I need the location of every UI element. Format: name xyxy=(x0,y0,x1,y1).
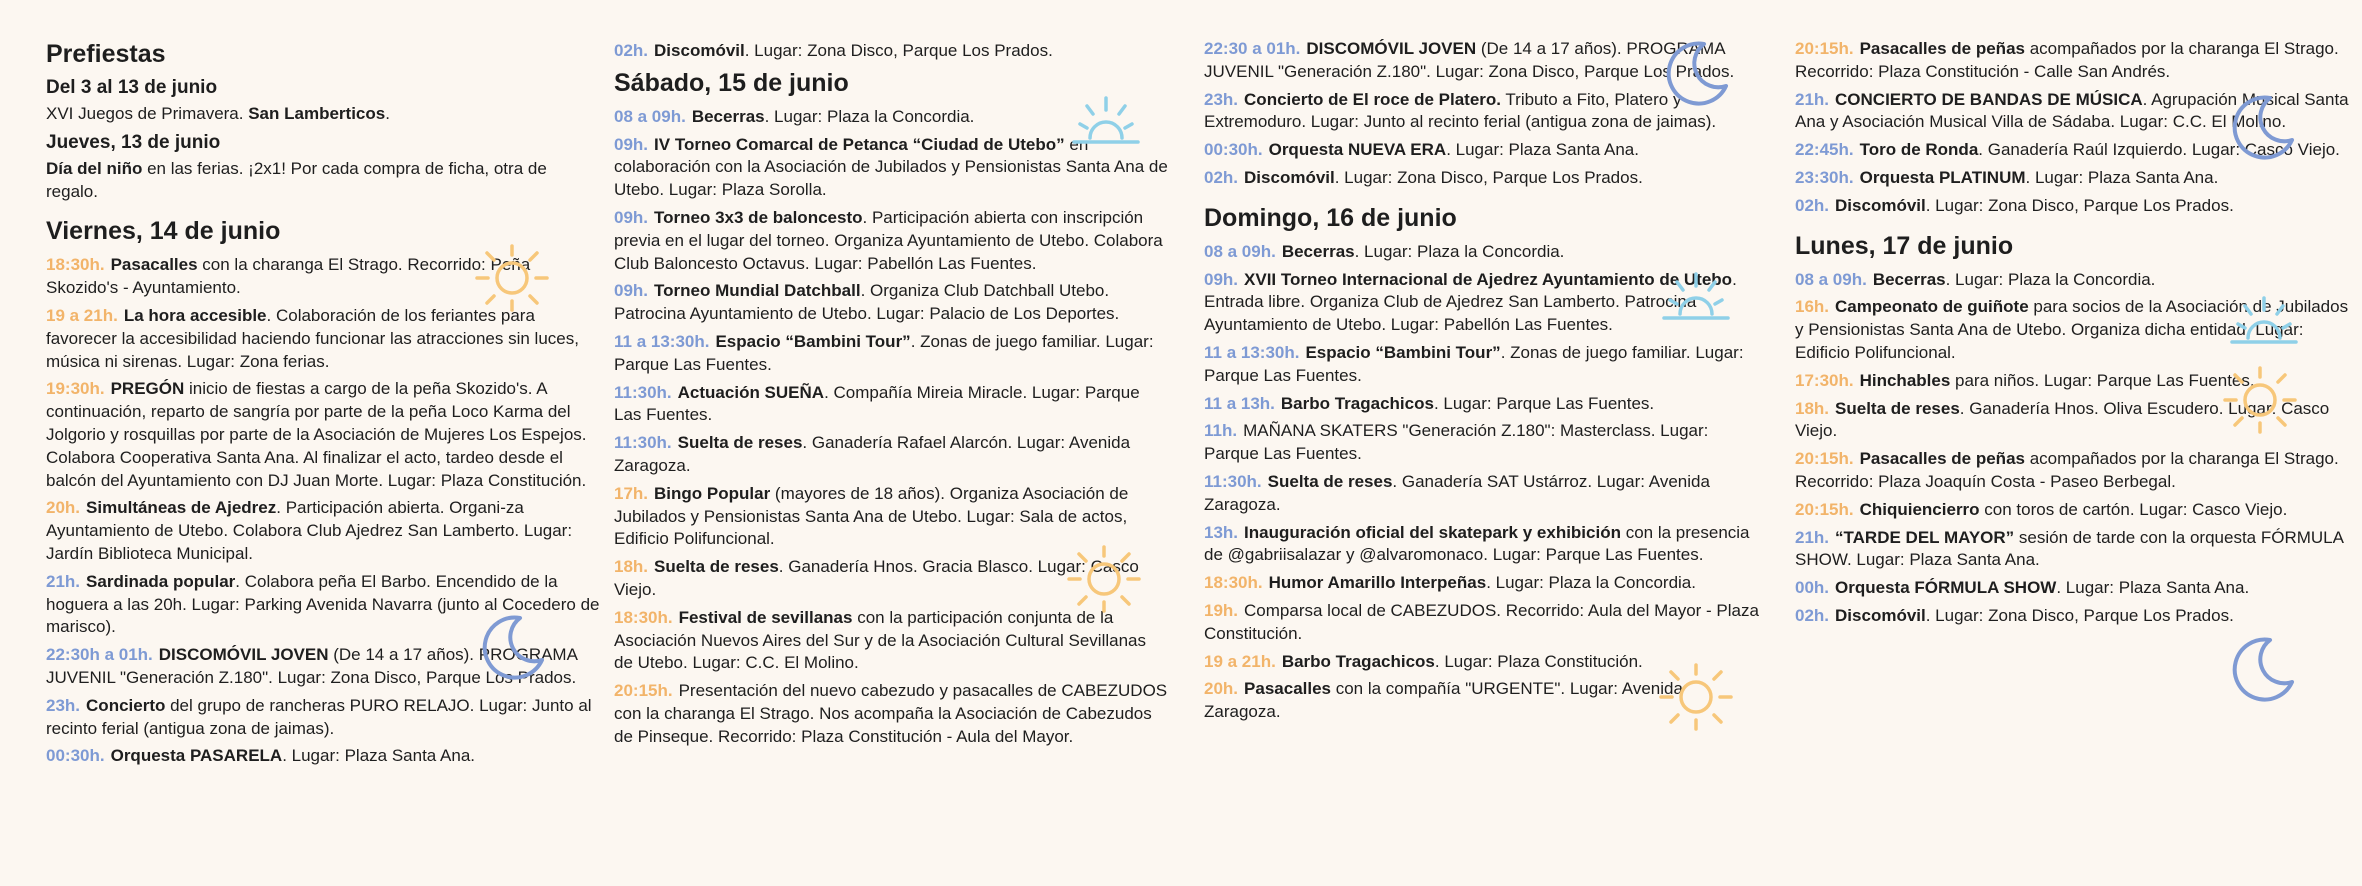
event-description: . Lugar: Plaza Santa Ana. xyxy=(282,746,476,766)
event-time: 21h. xyxy=(1795,89,1830,109)
event-time: 02h. xyxy=(614,41,649,60)
event-description: . Lugar: Zona Disco, Parque Los Prados. xyxy=(1925,195,2234,215)
text: XVI Juegos de Primavera. xyxy=(46,104,249,123)
event-description: . Participación abierta. Organi-za Ayuntamiento de Utebo. Colabora Club Ajedrez San Lamberto. Lugar: Jardín Biblioteca Municipal. xyxy=(46,498,573,563)
event-description: . Lugar: Plaza la Concordia. xyxy=(1354,241,1565,261)
event-time: 20:15h. xyxy=(1795,449,1854,469)
event-item xyxy=(1795,577,2350,600)
event-item xyxy=(1204,393,1759,416)
event-time: 19 a 21h. xyxy=(1204,651,1276,671)
event-title: Discomóvil xyxy=(1835,605,1926,625)
event-item xyxy=(614,607,1169,675)
event-time: 09h. xyxy=(1204,269,1239,289)
event-list xyxy=(614,106,1169,749)
event-description: con toros de cartón. Lugar: Casco Viejo. xyxy=(1979,499,2288,519)
event-time: 23h. xyxy=(46,695,81,715)
event-item xyxy=(1795,448,2350,494)
text-bold: San Lamberticos xyxy=(248,104,386,123)
event-time: 02h. xyxy=(1204,167,1239,187)
event-title: Espacio “Bambini Tour” xyxy=(715,331,911,351)
event-time: 02h. xyxy=(1795,195,1830,215)
event-time: 23:30h. xyxy=(1795,167,1854,187)
event-title: Pasacalles xyxy=(1244,679,1331,699)
event-time: 13h. xyxy=(1204,522,1239,542)
event-description: (De 14 a 17 años). PROGRAMA JUVENIL "Generación Z.180". Lugar: Zona Disco, Parque Los Prados. xyxy=(46,645,577,687)
event-item xyxy=(1204,572,1759,595)
event-title: XVII Torneo Internacional de Ajedrez Ayuntamiento de Utebo xyxy=(1244,269,1733,289)
event-description: (mayores de 18 años). Organiza Asociación de Jubilados y Pensionistas Santa Ana de Utebo. Lugar: Sala de actos, Edificio Polifuncional. xyxy=(614,483,1129,549)
event-title: DISCOMÓVIL JOVEN xyxy=(158,645,329,665)
event-description: . Lugar: Plaza Santa Ana. xyxy=(2025,167,2219,187)
event-title: Concierto xyxy=(86,695,166,715)
event-description: sesión de tarde con la orquesta FÓRMULA SHOW. Lugar: Plaza Santa Ana. xyxy=(1795,527,2344,570)
event-time: 00h. xyxy=(1795,578,1830,598)
event-item xyxy=(1204,522,1759,568)
event-item xyxy=(1795,38,2350,84)
event-time: 20:15h. xyxy=(614,681,673,701)
event-description: Comparsa local de CABEZUDOS. Recorrido: Aula del Mayor - Plaza Constitución. xyxy=(1204,600,1759,643)
event-title: Festival de sevillanas xyxy=(678,607,853,627)
event-description: . Lugar: Plaza Constitución. xyxy=(1434,651,1643,671)
event-item xyxy=(1204,241,1759,264)
event-description: . Entrada libre. Organiza Club de Ajedrez San Lamberto. Patrocina Ayuntamiento de Utebo. Lugar: Pabellón Las Fuentes. xyxy=(1204,269,1737,335)
event-item xyxy=(1204,420,1759,466)
event-description: . Organiza Club Datchball Utebo. Patrocina Ayuntamiento de Utebo. Lugar: Palacio de Los Deportes. xyxy=(614,281,1120,324)
event-description: . Ganadería SAT Ustárroz. Lugar: Avenida Zaragoza. xyxy=(1204,471,1710,514)
event-time: 16h. xyxy=(1795,297,1830,317)
event-item xyxy=(1204,167,1759,190)
event-description: . Lugar: Zona Disco, Parque Los Prados. xyxy=(744,41,1053,60)
event-title: Becerras xyxy=(691,106,765,126)
event-item xyxy=(1204,342,1759,388)
event-item xyxy=(1795,195,2350,218)
day-heading-lunes: Lunes, 17 de junio xyxy=(1795,231,2014,260)
event-description: . Lugar: Plaza la Concordia. xyxy=(1945,269,2156,289)
event-time: 17h. xyxy=(614,483,649,503)
event-time: 18h. xyxy=(614,557,649,577)
day-heading-viernes: Viernes, 14 de junio xyxy=(46,217,281,246)
event-time: 17:30h. xyxy=(1795,370,1854,390)
moon-icon xyxy=(478,612,548,682)
subheading-date-range: Del 3 al 13 de junio xyxy=(46,77,218,98)
event-item xyxy=(614,680,1169,748)
event-description: . Compañía Mireia Miracle. Lugar: Parque Las Fuentes. xyxy=(614,382,1140,425)
event-description: acompañados por la charanga El Strago. Recorrido: Plaza Joaquín Costa - Paseo Berbegal. xyxy=(1795,449,2339,491)
event-description: con la compañía "URGENTE". Lugar: Avenida Zaragoza. xyxy=(1204,679,1683,722)
event-item xyxy=(1204,139,1759,162)
event-time: 20:15h. xyxy=(1795,499,1854,519)
event-time: 09h. xyxy=(614,134,649,154)
event-list-top xyxy=(614,40,1169,63)
event-time: 09h. xyxy=(614,281,649,301)
event-title: Suelta de reses xyxy=(654,557,779,577)
event-title: Humor Amarillo Interpeñas xyxy=(1268,573,1487,593)
event-title: Discomóvil xyxy=(1835,195,1926,215)
event-description: con la charanga El Strago. Recorrido: Peña Skozido's - Ayuntamiento. xyxy=(46,255,531,298)
event-title: Sardinada popular xyxy=(86,571,236,591)
event-time: 00:30h. xyxy=(46,746,105,766)
event-title: Torneo 3x3 de baloncesto xyxy=(654,207,863,227)
event-description: para socios de la Asociación de Jubilados y Pensionistas Santa Ana de Utebo. Organiza dicha entidad. Lugar: Edificio Polifuncional. xyxy=(1795,297,2349,362)
event-item xyxy=(1204,471,1759,517)
sun-icon xyxy=(1656,661,1736,733)
event-time: 00:30h. xyxy=(1204,140,1263,160)
moon-icon xyxy=(1662,38,1732,108)
event-time: 11:30h. xyxy=(1204,471,1262,491)
section-title-prefiestas: Prefiestas xyxy=(46,40,166,68)
moon-icon xyxy=(2228,92,2298,162)
sun-icon xyxy=(1064,543,1144,615)
event-title: Toro de Ronda xyxy=(1859,140,1979,160)
event-time: 21h. xyxy=(1795,527,1830,547)
event-time: 02h. xyxy=(1795,605,1830,625)
event-title: Bingo Popular xyxy=(654,483,771,503)
event-item xyxy=(1795,269,2350,292)
event-title: Pasacalles xyxy=(110,255,198,275)
event-title: Chiquiencierro xyxy=(1859,499,1980,519)
event-title: Inauguración oficial del skatepark y exhibición xyxy=(1244,522,1621,542)
event-description: . Zonas de juego familiar. Lugar: Parque Las Fuentes. xyxy=(1204,342,1744,385)
event-title: La hora accesible xyxy=(123,305,267,325)
event-time: 09h. xyxy=(614,207,649,227)
day-heading-domingo: Domingo, 16 de junio xyxy=(1204,203,1457,232)
event-time: 18h. xyxy=(1795,398,1830,418)
event-item xyxy=(1795,499,2350,522)
event-time: 18:30h. xyxy=(46,255,105,275)
event-item xyxy=(1204,600,1759,646)
event-description: . Participación abierta con inscripción previa en el lugar del torneo. Organiza Ayuntamiento de Utebo. Colabora Club Baloncesto Octavus. Lugar: Pabellón Las Fuentes. xyxy=(614,207,1163,273)
event-description: del grupo de rancheras PURO RELAJO. Lugar: Junto al recinto ferial (antigua zona de jaimas). xyxy=(46,695,592,738)
event-description: . Lugar: Zona Disco, Parque Los Prados. xyxy=(1925,605,2234,625)
event-title: Discomóvil xyxy=(1244,167,1335,187)
event-item xyxy=(614,40,1169,63)
event-description: . Colabora peña El Barbo. Encendido de la hoguera a las 20h. Lugar: Parking Avenida Navarra (junto al Cocedero de marisco). xyxy=(46,571,600,637)
event-time: 20h. xyxy=(1204,679,1239,699)
event-description: para niños. Lugar: Parque Las Fuentes. xyxy=(1950,370,2255,390)
event-description: . Lugar: Plaza Santa Ana. xyxy=(1446,140,1639,160)
event-title: Barbo Tragachicos xyxy=(1280,393,1434,413)
event-description: acompañados por la charanga El Strago. Recorrido: Plaza Constitución - Calle San Andrés. xyxy=(1795,39,2339,81)
event-description: . Lugar: Plaza Santa Ana. xyxy=(2056,578,2250,598)
event-time: 18:30h. xyxy=(614,607,673,627)
event-time: 08 a 09h. xyxy=(1795,269,1867,289)
event-item xyxy=(614,280,1169,326)
event-time: 11 a 13:30h. xyxy=(1204,342,1300,362)
event-time: 08 a 09h. xyxy=(1204,241,1276,261)
event-time: 22:45h. xyxy=(1795,140,1854,160)
event-title: Barbo Tragachicos xyxy=(1281,651,1435,671)
paragraph-juegos xyxy=(46,103,601,126)
subheading-jueves: Jueves, 13 de junio xyxy=(46,131,221,153)
day-heading-sabado: Sábado, 15 de junio xyxy=(614,68,849,97)
sun-icon xyxy=(472,242,552,314)
event-description: (De 14 a 17 años). PROGRAMA JUVENIL "Generación Z.180". Lugar: Zona Disco, Parque Los Prados. xyxy=(1204,39,1735,81)
event-time: 22:30h a 01h. xyxy=(46,645,153,665)
event-title: Espacio “Bambini Tour” xyxy=(1305,342,1501,362)
event-list xyxy=(46,254,601,768)
event-item xyxy=(1795,167,2350,190)
event-description: . Agrupación Musical Santa Ana y Asociación Musical Villa de Sádaba. Lugar: C.C. El Molino. xyxy=(1795,89,2349,132)
text: en las ferias. ¡2x1! Por cada compra de ficha, otra de regalo. xyxy=(46,158,547,201)
event-time: 11h. xyxy=(1204,421,1238,441)
paragraph-dia-nino xyxy=(46,158,601,204)
event-item xyxy=(614,382,1169,428)
event-title: Torneo Mundial Datchball xyxy=(654,281,861,301)
event-description: . Lugar: Zona Disco, Parque Los Prados. xyxy=(1334,167,1643,187)
event-description: . Colaboración de los feriantes para favorecer la accesibilidad haciendo funcionar las atracciones sin luces, música ni sirenas. Lugar: Zona ferias. xyxy=(46,305,579,371)
event-time: 20h. xyxy=(46,498,81,518)
event-title: Orquesta NUEVA ERA xyxy=(1268,140,1447,160)
event-title: Actuación SUEÑA xyxy=(677,382,825,402)
event-title: Simultáneas de Ajedrez xyxy=(86,498,277,518)
event-title: Suelta de reses xyxy=(1267,471,1393,491)
event-title: Becerras xyxy=(1281,241,1355,261)
event-item xyxy=(1795,605,2350,628)
event-description: Presentación del nuevo cabezudo y pasacalles de CABEZUDOS con la charanga El Strago. Nos acompaña la Asociación de Cabezudos de Pinseque. Recorrido: Plaza Constitución - Aula del Mayor. xyxy=(614,681,1168,746)
sunrise-icon xyxy=(1070,92,1142,148)
event-description: . Ganadería Rafael Alarcón. Lugar: Avenida Zaragoza. xyxy=(614,433,1131,475)
event-description: . Ganadería Hnos. Oliva Escudero. Lugar: Casco Viejo. xyxy=(1795,398,2330,441)
event-item xyxy=(614,432,1169,478)
event-description: MAÑANA SKATERS "Generación Z.180": Masterclass. Lugar: Parque Las Fuentes. xyxy=(1204,421,1709,464)
event-title: Suelta de reses xyxy=(1835,398,1960,418)
event-title: Suelta de reses xyxy=(677,433,803,453)
event-title: IV Torneo Comarcal de Petanca “Ciudad de Utebo” xyxy=(654,134,1065,154)
sunrise-icon xyxy=(2228,292,2300,348)
column-domingo xyxy=(1204,38,1759,729)
event-item xyxy=(614,331,1169,377)
event-title: Pasacalles de peñas xyxy=(1859,449,2025,469)
event-description: . Ganadería Raúl Izquierdo. Lugar: Casco Viejo. xyxy=(1978,140,2340,160)
event-description: con la participación conjunta de la Asociación Nuevos Aires del Sur y de la Asociación Cultural Sevillanas de Utebo. Lugar: C.C. El Molino. xyxy=(614,607,1146,673)
event-item xyxy=(46,378,601,492)
event-item xyxy=(46,695,601,741)
event-time: 11:30h. xyxy=(614,433,672,453)
text: . xyxy=(385,104,390,123)
event-description: inicio de fiestas a cargo de la peña Skozido's. A continuación, reparto de sangría por parte de la peña Loco Karma del Jolgorio y rosquillas por parte de la Asociación de Mujeres Los Espejos. Colabora Cooperativa Santa Ana. Al finalizar el acto, tardeo desde el balcón del Ayuntamiento con DJ Juan Morte. Lugar: Plaza Constitución. xyxy=(46,379,587,490)
event-time: 22:30 a 01h. xyxy=(1204,39,1301,58)
event-description: Tributo a Fito, Platero y Extremoduro. Lugar: Junto al recinto ferial (antigua zona de jaimas). xyxy=(1204,89,1717,132)
event-time: 20:15h. xyxy=(1795,39,1854,58)
event-title: Orquesta PLATINUM xyxy=(1859,167,2026,187)
event-title: Campeonato de guiñote xyxy=(1835,297,2029,317)
event-title: Hinchables xyxy=(1859,370,1951,390)
event-title: “TARDE DEL MAYOR” xyxy=(1835,527,2015,547)
event-time: 11 a 13h. xyxy=(1204,393,1275,413)
event-description: . Ganadería Hnos. Gracia Blasco. Lugar: Casco Viejo. xyxy=(614,557,1139,599)
event-description: en colaboración con la Asociación de Jubilados y Pensionistas Santa Ana de Utebo. Lugar: Plaza Sorolla. xyxy=(614,134,1168,200)
event-title: DISCOMÓVIL JOVEN xyxy=(1306,39,1477,58)
event-time: 18:30h. xyxy=(1204,573,1263,593)
event-time: 19:30h. xyxy=(46,379,105,399)
event-time: 23h. xyxy=(1204,89,1239,109)
moon-icon xyxy=(2228,634,2298,704)
event-description: . Lugar: Plaza la Concordia. xyxy=(1486,573,1696,593)
event-description: con la presencia de @gabriisalazar y @alvaromonaco. Lugar: Parque Las Fuentes. xyxy=(1204,522,1750,565)
event-title: Orquesta FÓRMULA SHOW xyxy=(1835,578,2057,598)
sunrise-icon xyxy=(1660,268,1732,324)
event-title: CONCIERTO DE BANDAS DE MÚSICA xyxy=(1835,89,2143,109)
event-time: 08 a 09h. xyxy=(614,106,686,126)
event-item xyxy=(1795,527,2350,573)
event-time: 19 a 21h. xyxy=(46,305,118,325)
event-title: Becerras xyxy=(1872,269,1946,289)
event-time: 11:30h. xyxy=(614,382,672,402)
event-item xyxy=(46,745,601,768)
event-item xyxy=(46,305,601,373)
sun-icon xyxy=(2220,364,2300,436)
event-description: . Zonas de juego familiar. Lugar: Parque Las Fuentes. xyxy=(614,331,1154,374)
event-title: Orquesta PASARELA xyxy=(110,746,283,766)
event-title: PREGÓN xyxy=(110,379,185,399)
event-item xyxy=(614,207,1169,275)
event-item xyxy=(46,497,601,565)
event-description: . Lugar: Plaza la Concordia. xyxy=(764,106,975,126)
event-description: . Lugar: Parque Las Fuentes. xyxy=(1433,393,1655,413)
event-title: Pasacalles de peñas xyxy=(1859,39,2025,58)
event-time: 19h. xyxy=(1204,600,1239,620)
event-title: Concierto de El roce de Platero. xyxy=(1244,89,1501,109)
event-title: Discomóvil xyxy=(654,41,745,60)
event-time: 21h. xyxy=(46,571,81,591)
event-item xyxy=(614,483,1169,551)
text-bold: Día del niño xyxy=(46,158,143,178)
event-time: 11 a 13:30h. xyxy=(614,331,710,351)
